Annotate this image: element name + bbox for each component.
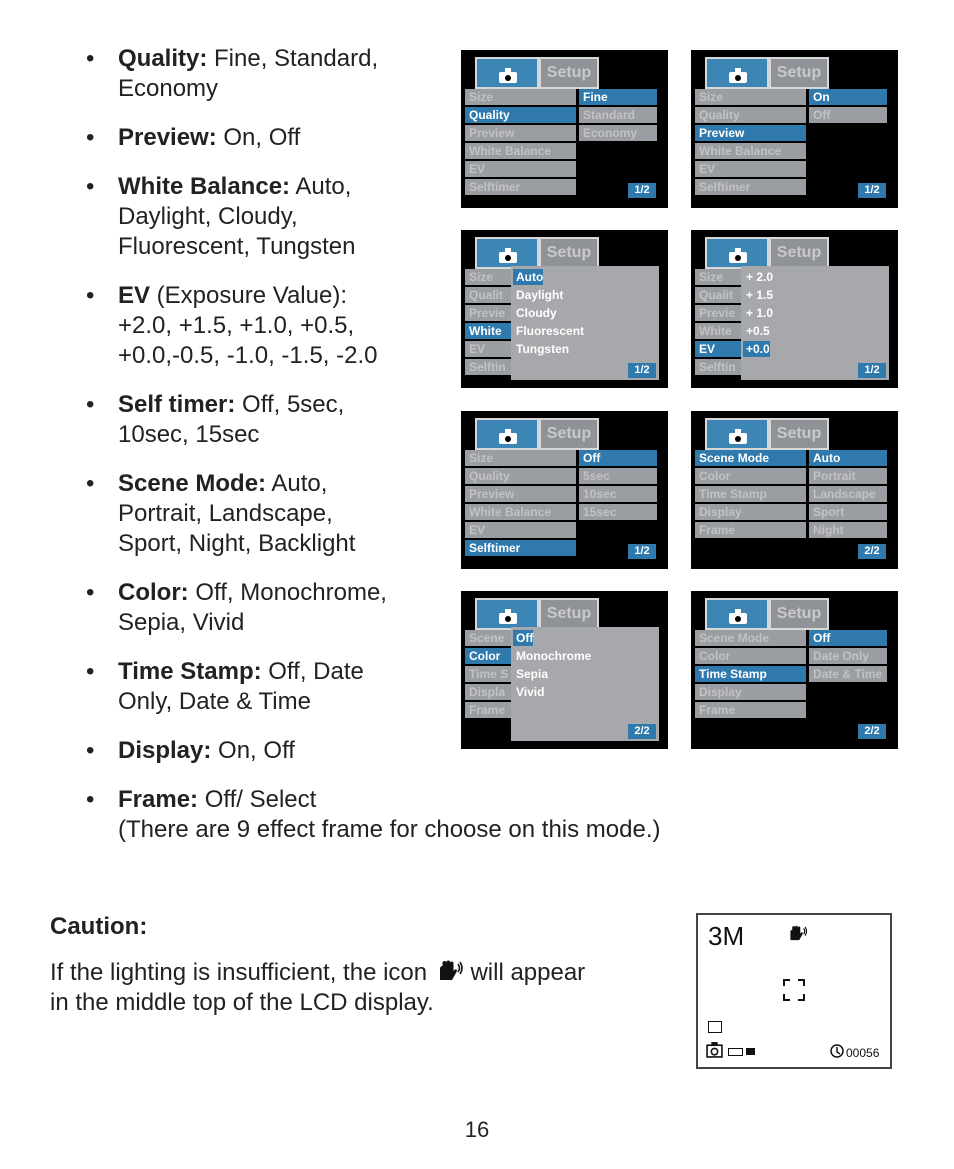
page-indicator: 1/2 bbox=[628, 363, 656, 378]
bullet-preview: • Preview: On, Off bbox=[86, 124, 301, 151]
menu-item: EV bbox=[695, 161, 806, 177]
option: 15sec bbox=[579, 504, 657, 520]
menu-item-selected: Quality bbox=[465, 107, 576, 123]
option-selected: Auto bbox=[809, 450, 887, 466]
option-selected: On bbox=[809, 89, 887, 105]
menu-item: Selftimer bbox=[695, 179, 806, 195]
shake-warning-icon bbox=[434, 960, 464, 982]
option: 5sec bbox=[579, 468, 657, 484]
menu-item: White Balance bbox=[465, 143, 576, 159]
menu-item: Size bbox=[695, 89, 806, 105]
menu-screen-quality bbox=[461, 50, 668, 208]
bullet-display: • Display: On, Off bbox=[86, 737, 295, 764]
menu-item: Scene Mode bbox=[695, 630, 806, 646]
camera-icon bbox=[729, 252, 747, 263]
camera-icon bbox=[729, 72, 747, 83]
menu-item-selected: Time Stamp bbox=[695, 666, 806, 682]
option: + 2.0 bbox=[746, 270, 774, 284]
option-selected: Auto bbox=[513, 269, 543, 285]
shake-warning-icon bbox=[786, 925, 808, 942]
page-indicator: 1/2 bbox=[628, 183, 656, 198]
option-selected: Off bbox=[513, 630, 533, 646]
menu-item: EV bbox=[465, 161, 576, 177]
option: Vivid bbox=[516, 685, 545, 699]
setup-tab: Setup bbox=[539, 57, 599, 89]
page-indicator: 2/2 bbox=[858, 544, 886, 559]
menu-item: Preview bbox=[465, 486, 576, 502]
bullet-quality: • Quality: Fine, Standard, Economy bbox=[86, 45, 379, 102]
page-indicator: 2/2 bbox=[628, 724, 656, 739]
option-selected: +0.0 bbox=[743, 341, 770, 357]
menu-item-selected: Scene Mode bbox=[695, 450, 806, 466]
setup-tab: Setup bbox=[539, 418, 599, 450]
menu-screen-color bbox=[461, 591, 668, 749]
setup-tab: Setup bbox=[769, 57, 829, 89]
focus-frame-icon bbox=[783, 979, 805, 1001]
menu-screen-preview bbox=[691, 50, 898, 208]
menu-item: Size bbox=[465, 269, 576, 285]
bullet-color: • Color: Off, Monochrome, Sepia, Vivid bbox=[86, 579, 387, 636]
menu-item-selected: Preview bbox=[695, 125, 806, 141]
menu-item: EV bbox=[465, 522, 576, 538]
menu-item: Time S bbox=[465, 666, 576, 682]
option: Tungsten bbox=[516, 342, 570, 356]
setup-tab: Setup bbox=[769, 598, 829, 630]
menu-item: Previe bbox=[695, 305, 806, 321]
menu-item: White Balance bbox=[465, 504, 576, 520]
option: Off bbox=[809, 107, 887, 123]
menu-item: Display bbox=[695, 504, 806, 520]
menu-screen-scene-mode bbox=[691, 411, 898, 569]
option: Economy bbox=[579, 125, 657, 141]
shot-counter: 00056 bbox=[846, 1046, 880, 1060]
option: + 1.0 bbox=[746, 306, 774, 320]
menu-item: Previe bbox=[465, 305, 576, 321]
caution-text: If the lighting is insufficient, the icon will appear in the middle top of the LCD display. bbox=[50, 959, 586, 1016]
bullet-frame: • Frame: Off/ Select (There are 9 effect frame for choose on this mode.) bbox=[86, 786, 661, 843]
menu-screen-white-balance bbox=[461, 230, 668, 388]
menu-item: Scene bbox=[465, 630, 576, 646]
camera-icon bbox=[729, 613, 747, 624]
setup-tab: Setup bbox=[769, 418, 829, 450]
option: Cloudy bbox=[516, 306, 557, 320]
camera-tab bbox=[705, 598, 769, 630]
menu-item: Qualit bbox=[465, 287, 576, 303]
camera-tab bbox=[475, 418, 539, 450]
caution-heading: Caution: bbox=[50, 913, 148, 940]
page-indicator: 2/2 bbox=[858, 724, 886, 739]
page-indicator: 1/2 bbox=[858, 363, 886, 378]
option-selected: Fine bbox=[579, 89, 657, 105]
bullet-ev: • EV (Exposure Value): +2.0, +1.5, +1.0, +0.5, +0.0,-0.5, -1.0, -1.5, -2.0 bbox=[86, 282, 378, 369]
option: Night bbox=[809, 522, 887, 538]
setup-tab: Setup bbox=[769, 237, 829, 269]
option: + 1.5 bbox=[746, 288, 774, 302]
memory-card-icon bbox=[746, 1048, 755, 1055]
option: Sport bbox=[809, 504, 887, 520]
menu-item: Color bbox=[695, 468, 806, 484]
shots-remaining-icon bbox=[830, 1044, 844, 1058]
page-number: 16 bbox=[464, 1117, 490, 1142]
camera-icon bbox=[499, 252, 517, 263]
menu-item: Preview bbox=[465, 125, 576, 141]
camera-icon bbox=[499, 72, 517, 83]
menu-item: Time Stamp bbox=[695, 486, 806, 502]
battery-icon bbox=[728, 1048, 743, 1056]
setup-tab: Setup bbox=[539, 598, 599, 630]
menu-item: White bbox=[695, 323, 806, 339]
menu-screen-time-stamp bbox=[691, 591, 898, 749]
camera-tab bbox=[475, 57, 539, 89]
page-indicator: 1/2 bbox=[628, 544, 656, 559]
menu-item: Qualit bbox=[695, 287, 806, 303]
camera-icon bbox=[499, 433, 517, 444]
option: Date & Time bbox=[809, 666, 887, 682]
camera-tab bbox=[705, 237, 769, 269]
option: Date Only bbox=[809, 648, 887, 664]
menu-item-selected: White bbox=[465, 323, 576, 339]
menu-item-selected: Color bbox=[465, 648, 576, 664]
lcd-display bbox=[696, 913, 892, 1069]
camera-tab bbox=[475, 598, 539, 630]
menu-item: Quality bbox=[695, 107, 806, 123]
option: Fluorescent bbox=[516, 324, 585, 338]
menu-item-selected: EV bbox=[695, 341, 806, 357]
option: Standard bbox=[579, 107, 657, 123]
option: +0.5 bbox=[746, 324, 770, 338]
menu-screen-ev bbox=[691, 230, 898, 388]
setup-tab: Setup bbox=[539, 237, 599, 269]
menu-item: Displa bbox=[465, 684, 576, 700]
menu-item: Selftin bbox=[695, 359, 806, 375]
menu-item: Color bbox=[695, 648, 806, 664]
menu-item: Selftin bbox=[465, 359, 576, 375]
menu-item: Frame bbox=[465, 702, 576, 718]
camera-tab bbox=[705, 418, 769, 450]
menu-item: Size bbox=[465, 89, 576, 105]
menu-item: Quality bbox=[465, 468, 576, 484]
menu-item-selected: Selftimer bbox=[465, 540, 576, 556]
camera-mode-icon bbox=[706, 1041, 723, 1058]
bullet-time-stamp: • Time Stamp: Off, Date Only, Date & Time bbox=[86, 658, 364, 715]
camera-tab bbox=[705, 57, 769, 89]
option-selected: Off bbox=[809, 630, 887, 646]
menu-item: Frame bbox=[695, 522, 806, 538]
menu-item: Display bbox=[695, 684, 806, 700]
option: Monochrome bbox=[516, 649, 592, 663]
resolution-label: 3M bbox=[708, 921, 745, 951]
page-indicator: 1/2 bbox=[858, 183, 886, 198]
menu-screen-self-timer bbox=[461, 411, 668, 569]
camera-tab bbox=[475, 237, 539, 269]
menu-item: EV bbox=[465, 341, 576, 357]
menu-item: Size bbox=[465, 450, 576, 466]
option: Landscape bbox=[809, 486, 887, 502]
option: Sepia bbox=[516, 667, 549, 681]
menu-item: Selftimer bbox=[465, 179, 576, 195]
bullet-white-balance: • White Balance: Auto, Daylight, Cloudy, Fluorescent, Tungsten bbox=[86, 173, 356, 260]
camera-icon bbox=[729, 433, 747, 444]
menu-item: Frame bbox=[695, 702, 806, 718]
bullet-self-timer: • Self timer: Off, 5sec, 10sec, 15sec bbox=[86, 391, 345, 448]
menu-item: Size bbox=[695, 269, 806, 285]
option: 10sec bbox=[579, 486, 657, 502]
single-shot-icon bbox=[708, 1021, 722, 1033]
menu-item: White Balance bbox=[695, 143, 806, 159]
option-selected: Off bbox=[579, 450, 657, 466]
camera-icon bbox=[499, 613, 517, 624]
bullet-scene-mode: • Scene Mode: Auto, Portrait, Landscape, Sport, Night, Backlight bbox=[86, 470, 356, 557]
option: Portrait bbox=[809, 468, 887, 484]
option: Daylight bbox=[516, 288, 564, 302]
